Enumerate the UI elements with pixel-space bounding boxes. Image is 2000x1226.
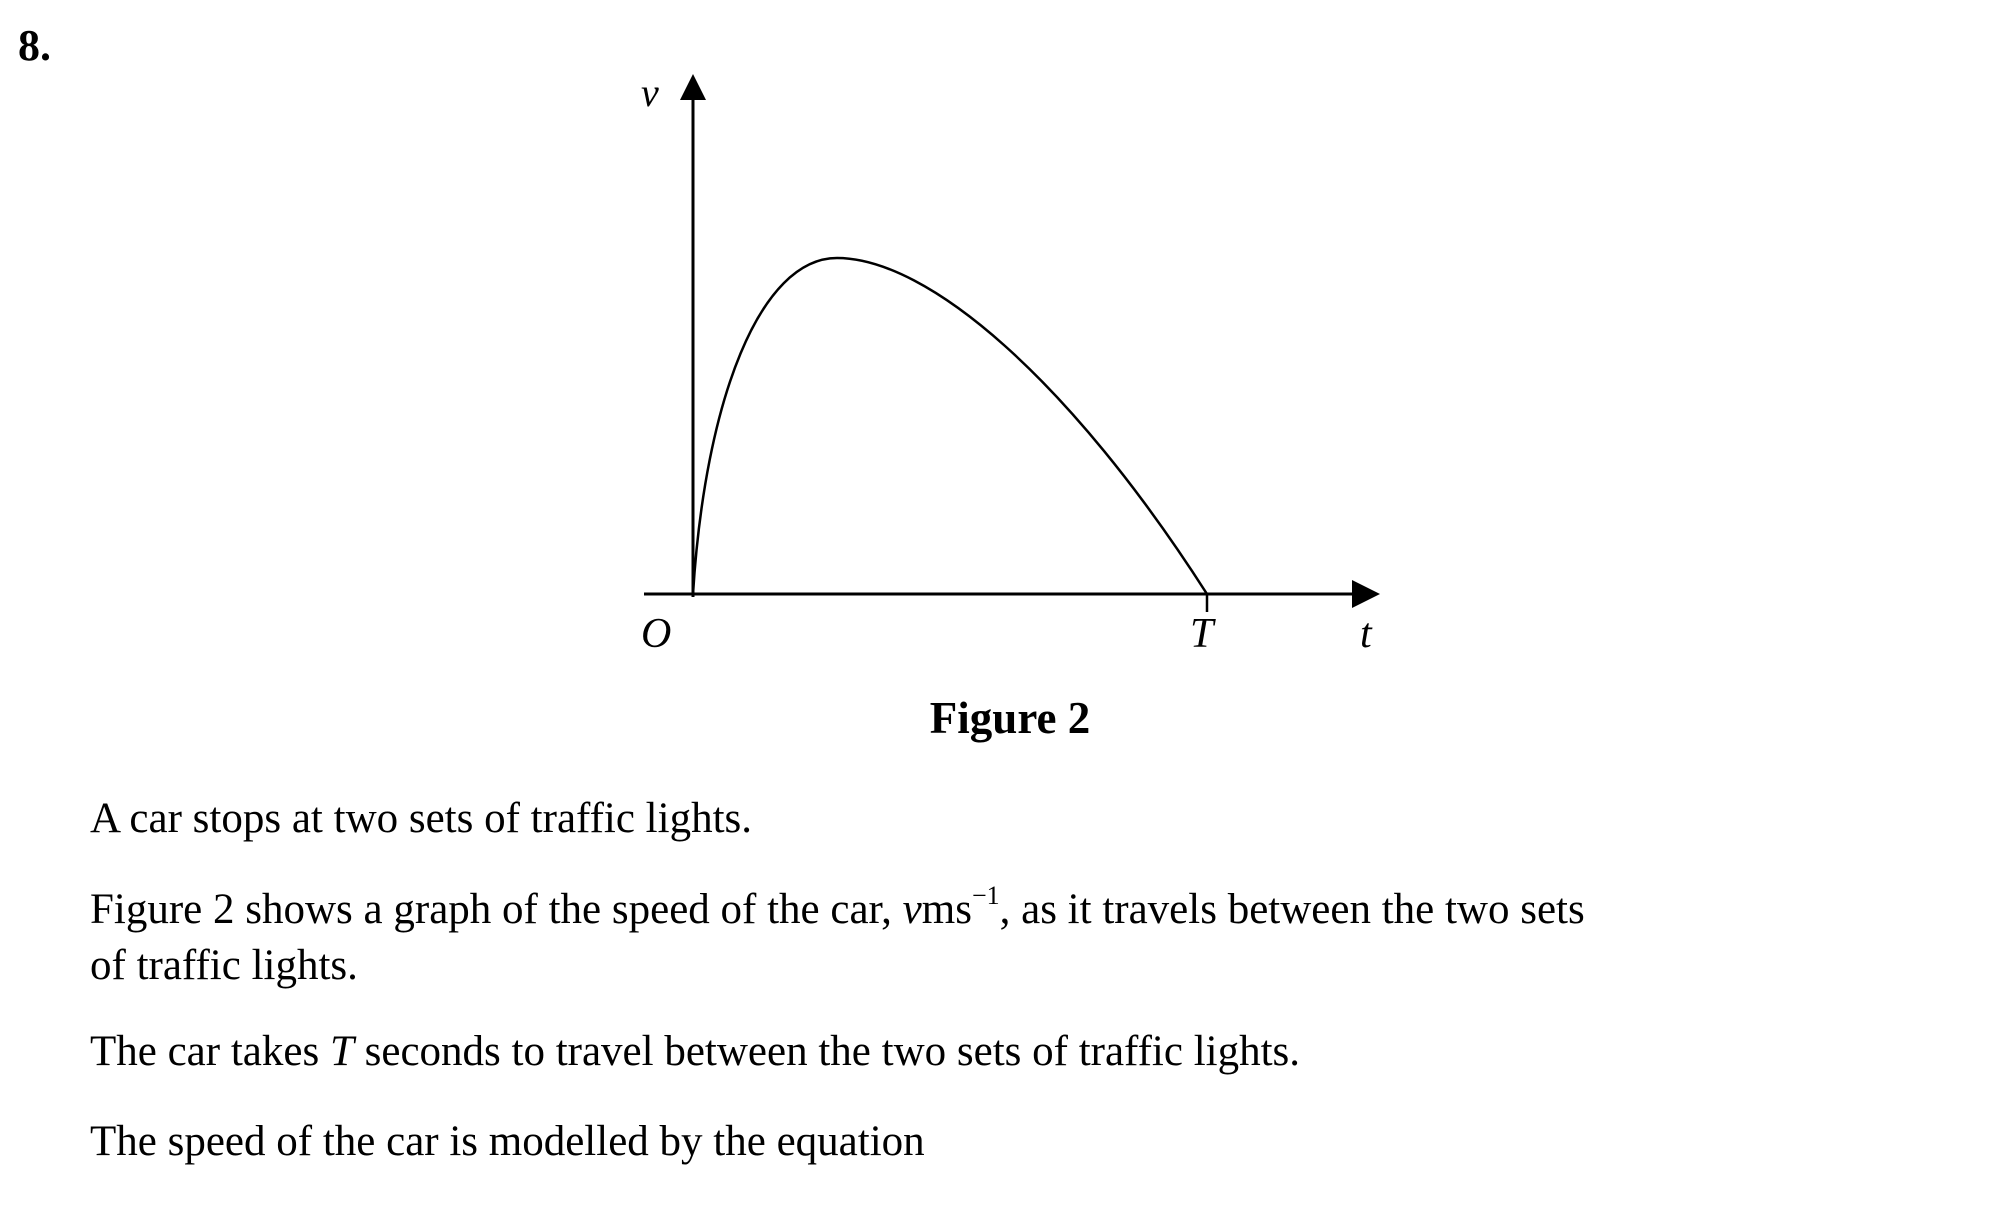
t-axis-label: t xyxy=(1360,611,1372,657)
v-axis-label: v xyxy=(641,70,659,115)
figure-caption xyxy=(0,693,2000,743)
p2-text-start: Figure 2 shows a graph of the speed of the car, xyxy=(90,886,903,933)
paragraph-model: The speed of the car is modelled by the equation xyxy=(90,1118,925,1165)
p2-unit-exponent: −1 xyxy=(971,880,1000,910)
speed-curve xyxy=(693,258,1207,594)
t-axis-arrowhead xyxy=(1352,580,1380,608)
paragraph-intro: A car stops at two sets of traffic lights. xyxy=(90,795,753,842)
paragraph-time xyxy=(90,1024,1790,1080)
p2-line-2: of traffic lights. xyxy=(90,942,358,989)
figure-caption-text: Figure 2 xyxy=(929,693,1091,743)
question-number: 8. xyxy=(18,21,51,70)
t-end-label: T xyxy=(1190,611,1214,657)
p2-unit: ms xyxy=(921,886,972,933)
p3-variable-T: T xyxy=(329,1028,354,1075)
p3-text-end: seconds to travel between the two sets of traffic lights. xyxy=(353,1028,1301,1075)
v-axis-arrowhead xyxy=(680,74,706,100)
p3-text-start: The car takes xyxy=(90,1028,330,1075)
p2-variable-v: v xyxy=(902,886,922,933)
p2-text-end: , as it travels between the two sets xyxy=(999,886,1585,933)
origin-label: O xyxy=(641,611,672,657)
paragraph-figure-description xyxy=(90,882,1790,994)
